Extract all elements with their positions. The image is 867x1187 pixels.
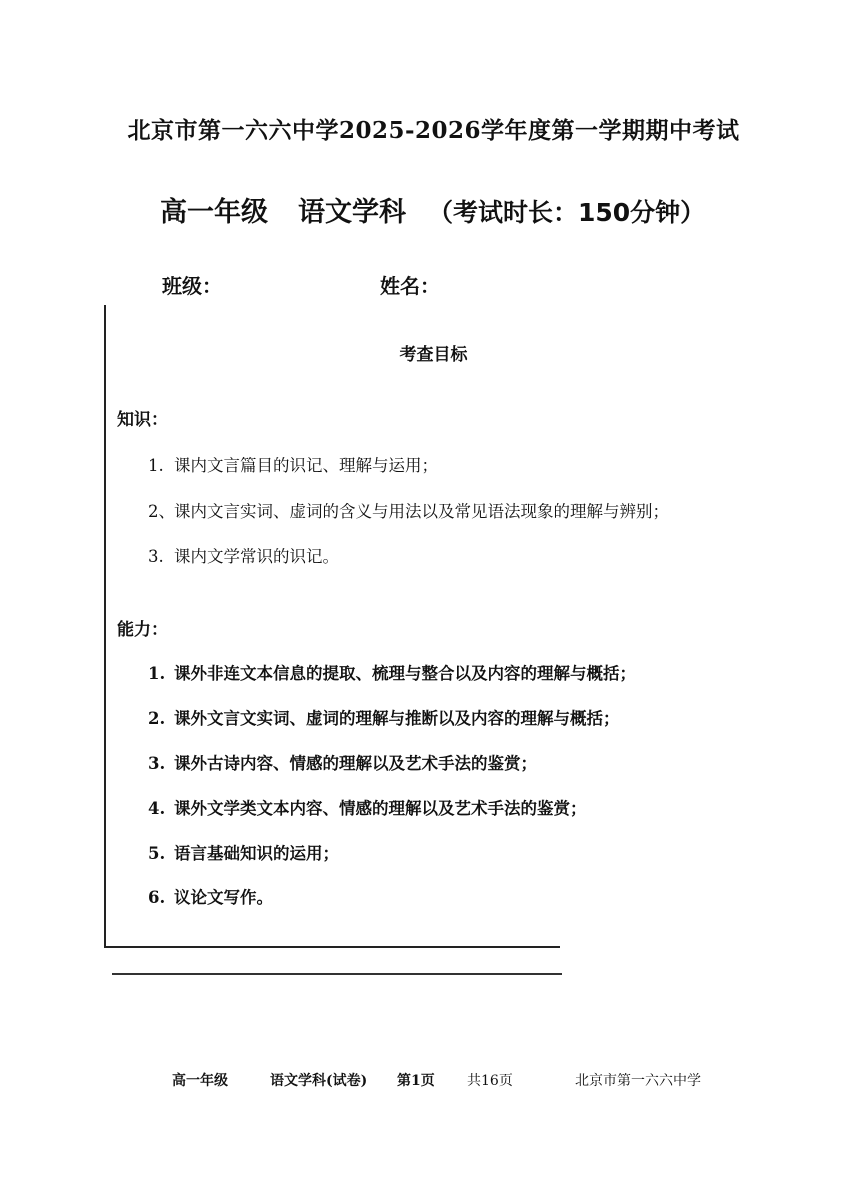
knowledge-item-text: 课内文学常识的识记。 <box>174 547 339 566</box>
ability-item-number: 2. <box>148 709 166 728</box>
knowledge-item-3 <box>148 543 339 567</box>
knowledge-item-text: 课内文言篇目的识记、理解与运用； <box>174 456 438 475</box>
ability-item-text: 课外文学类文本内容、情感的理解以及艺术手法的鉴赏； <box>174 799 587 818</box>
knowledge-item-1 <box>148 452 438 476</box>
ability-item-3 <box>148 750 537 774</box>
ability-item-1 <box>148 660 636 684</box>
objectives-title: 考查目标 <box>399 345 468 365</box>
duration-label: （考试时长：150分钟） <box>428 198 706 227</box>
footer-total-pages: 共16页 <box>467 1073 513 1089</box>
divider-line <box>112 973 562 975</box>
knowledge-item-number: 1. <box>148 456 164 475</box>
ability-item-number: 6. <box>148 888 166 907</box>
ability-item-number: 5. <box>148 844 166 863</box>
subject-label: 语文学科 <box>298 197 406 228</box>
knowledge-heading: 知识： <box>117 410 168 430</box>
ability-item-4 <box>148 795 587 819</box>
ability-item-text: 课外非连文本信息的提取、梳理与整合以及内容的理解与概括； <box>174 664 636 683</box>
footer-grade: 高一年级 <box>172 1073 228 1089</box>
ability-item-text: 议论文写作。 <box>174 888 273 907</box>
knowledge-item-number: 3. <box>148 547 164 566</box>
exam-subtitle <box>160 190 705 229</box>
ability-item-number: 1. <box>148 664 166 683</box>
knowledge-item-2 <box>148 498 669 522</box>
ability-item-2 <box>148 705 620 729</box>
grade-label: 高一年级 <box>160 197 268 228</box>
name-field-label: 姓名： <box>380 274 440 298</box>
footer-page: 第1页 <box>397 1073 435 1089</box>
ability-item-text: 课外古诗内容、情感的理解以及艺术手法的鉴赏； <box>174 754 537 773</box>
ability-item-6 <box>148 884 273 908</box>
objectives-box-bottom-border <box>104 946 560 948</box>
class-field-label: 班级： <box>162 274 222 298</box>
ability-item-number: 3. <box>148 754 166 773</box>
knowledge-item-text: 课内文言实词、虚词的含义与用法以及常见语法现象的理解与辨别； <box>174 502 669 521</box>
ability-item-number: 4. <box>148 799 166 818</box>
objectives-box-left-border <box>104 305 106 947</box>
footer-school: 北京市第一六六中学 <box>575 1073 701 1089</box>
footer-subject: 语文学科(试卷) <box>270 1073 368 1089</box>
ability-heading: 能力： <box>117 620 168 640</box>
knowledge-item-number: 2、 <box>148 502 175 521</box>
ability-item-5 <box>148 840 339 864</box>
exam-title: 北京市第一六六中学2025-2026学年度第一学期期中考试 <box>127 117 740 144</box>
ability-item-text: 课外文言文实词、虚词的理解与推断以及内容的理解与概括； <box>174 709 620 728</box>
ability-item-text: 语言基础知识的运用； <box>174 844 339 863</box>
